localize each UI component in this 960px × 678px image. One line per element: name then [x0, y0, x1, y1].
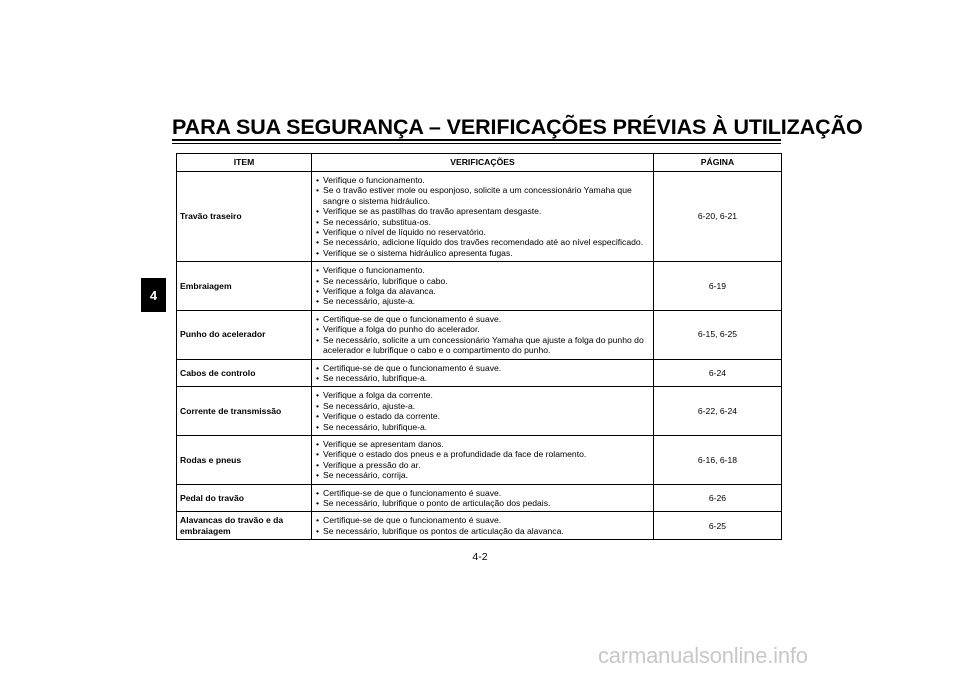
watermark: carmanualsonline.info: [598, 643, 808, 668]
check-item: • Verifique o estado da corrente.: [316, 411, 649, 421]
page-title: PARA SUA SEGURANÇA – VERIFICAÇÕES PRÉVIAS À UTILIZAÇÃO: [172, 115, 863, 139]
table-row: [177, 262, 782, 311]
row-checks: [312, 435, 654, 484]
table-row: [177, 512, 782, 540]
check-item: • Se necessário, adicione líquido dos travões recomendado até ao nível especificado.: [316, 237, 649, 247]
table-row: [177, 310, 782, 359]
row-item: Rodas e pneus: [177, 435, 312, 484]
title-rule-thin: [172, 143, 781, 144]
table-row: [177, 484, 782, 512]
check-item: • Verifique se apresentam danos.: [316, 439, 649, 449]
row-item: Pedal do travão: [177, 484, 312, 512]
table-header-row: [177, 154, 782, 172]
check-item: • Se necessário, corrija.: [316, 470, 649, 480]
check-item: • Se necessário, lubrifique os pontos de articulação da alavanca.: [316, 526, 649, 536]
check-item: • Certifique-se de que o funcionamento é suave.: [316, 314, 649, 324]
row-item: Cabos de controlo: [177, 359, 312, 387]
check-item: • Verifique a pressão do ar.: [316, 460, 649, 470]
row-page: 6-25: [654, 512, 782, 540]
row-page: 6-16, 6-18: [654, 435, 782, 484]
row-page: 6-26: [654, 484, 782, 512]
column-header-checks: VERIFICAÇÕES: [312, 154, 654, 172]
row-checks: [312, 484, 654, 512]
row-item: Embraiagem: [177, 262, 312, 311]
check-item: • Se necessário, lubrifique-a.: [316, 373, 649, 383]
table-row: [177, 359, 782, 387]
row-checks: [312, 387, 654, 436]
pre-operation-checks-table: [176, 153, 782, 540]
row-page: 6-22, 6-24: [654, 387, 782, 436]
chapter-tab: 4: [141, 278, 166, 312]
table-row: [177, 172, 782, 262]
check-item: • Verifique a folga da corrente.: [316, 390, 649, 400]
row-page: 6-24: [654, 359, 782, 387]
check-item: • Se necessário, ajuste-a.: [316, 401, 649, 411]
check-item: • Verifique se o sistema hidráulico apresenta fugas.: [316, 248, 649, 258]
check-item: • Certifique-se de que o funcionamento é suave.: [316, 515, 649, 525]
check-item: • Se necessário, solicite a um concessionário Yamaha que ajuste a folga do punho do acelerador e lubrifique o cabo e o compartimento do punho.: [316, 335, 649, 356]
title-rule: [172, 139, 781, 141]
row-page: 6-20, 6-21: [654, 172, 782, 262]
check-item: • Se necessário, ajuste-a.: [316, 296, 649, 306]
column-header-page: PÁGINA: [654, 154, 782, 172]
row-checks: [312, 172, 654, 262]
page-number: 4-2: [472, 551, 488, 563]
check-item: • Verifique o nível de líquido no reservatório.: [316, 227, 649, 237]
check-item: • Se necessário, lubrifique o ponto de articulação dos pedais.: [316, 498, 649, 508]
check-item: • Se necessário, substitua-os.: [316, 217, 649, 227]
row-checks: [312, 359, 654, 387]
check-item: • Verifique se as pastilhas do travão apresentam desgaste.: [316, 206, 649, 216]
check-item: • Se o travão estiver mole ou esponjoso, solicite a um concessionário Yamaha que sangre o sistema hidráulico.: [316, 185, 649, 206]
check-item: • Certifique-se de que o funcionamento é suave.: [316, 488, 649, 498]
check-item: • Verifique o estado dos pneus e a profundidade da face de rolamento.: [316, 449, 649, 459]
row-page: 6-15, 6-25: [654, 310, 782, 359]
row-checks: [312, 512, 654, 540]
check-item: • Se necessário, lubrifique o cabo.: [316, 276, 649, 286]
check-item: • Certifique-se de que o funcionamento é suave.: [316, 363, 649, 373]
column-header-item: ITEM: [177, 154, 312, 172]
row-checks: [312, 262, 654, 311]
check-item: • Se necessário, lubrifique-a.: [316, 422, 649, 432]
row-item: Travão traseiro: [177, 172, 312, 262]
table-row: [177, 435, 782, 484]
row-item: Punho do acelerador: [177, 310, 312, 359]
row-item: Corrente de transmissão: [177, 387, 312, 436]
row-page: 6-19: [654, 262, 782, 311]
check-item: • Verifique o funcionamento.: [316, 175, 649, 185]
check-item: • Verifique a folga do punho do acelerador.: [316, 324, 649, 334]
check-item: • Verifique o funcionamento.: [316, 265, 649, 275]
table-row: [177, 387, 782, 436]
row-item: Alavancas do travão e da embraiagem: [177, 512, 312, 540]
row-checks: [312, 310, 654, 359]
check-item: • Verifique a folga da alavanca.: [316, 286, 649, 296]
